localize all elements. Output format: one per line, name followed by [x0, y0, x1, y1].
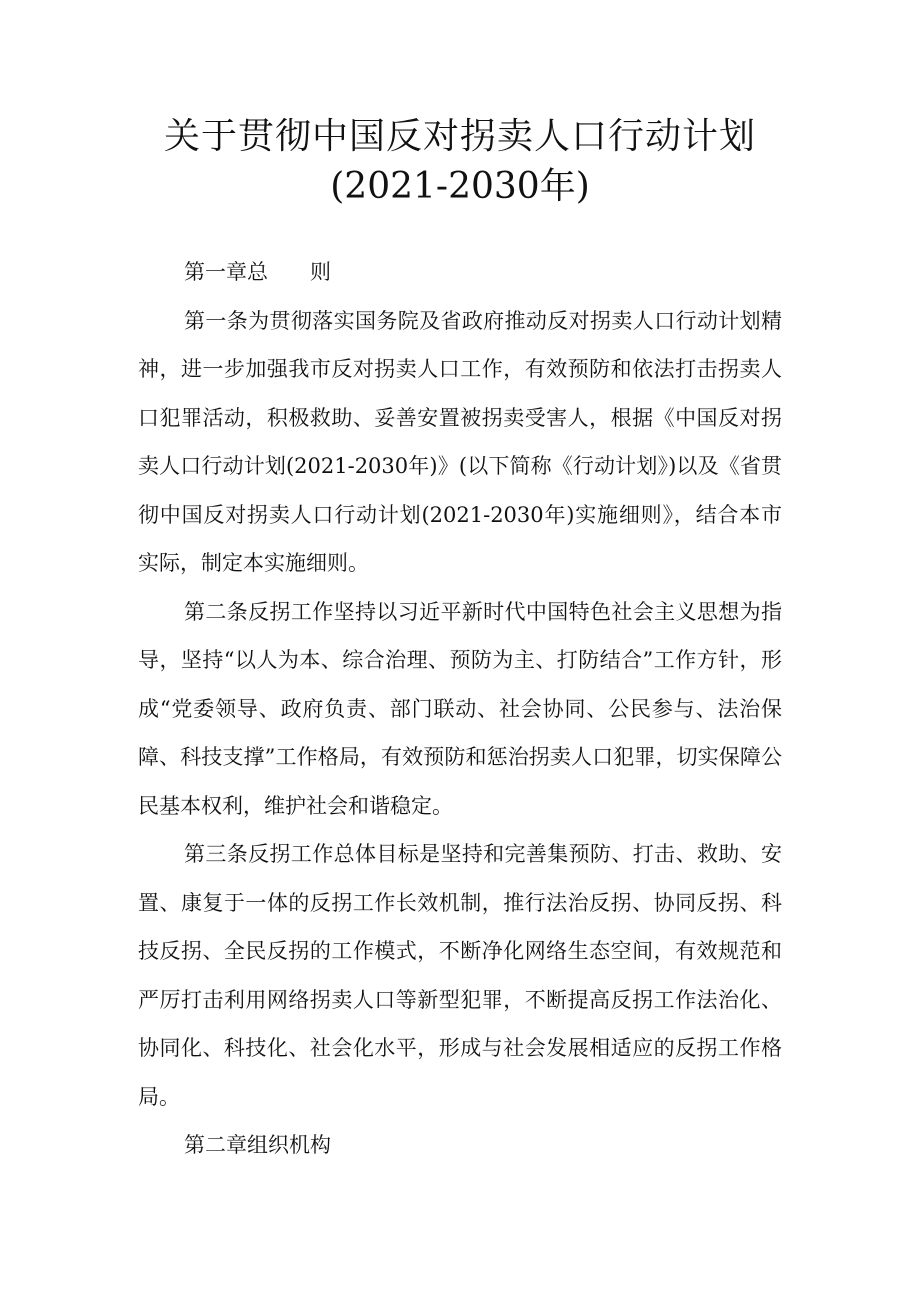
document-body [138, 248, 782, 1170]
document-title [0, 112, 920, 212]
article-1: 第一条为贯彻落实国务院及省政府推动反对拐卖人口行动计划精神，进一步加强我市反对拐卖人口工作，有效预防和依法打击拐卖人口犯罪活动，积极救助、妥善安置被拐卖受害人，根据《中国反对拐卖人口行动计划(2021-2030年)》(以下简称《行动计划》)以及《省贯彻中国反对拐卖人口行动计划(2021-2030年)实施细则》，结合本市实际，制定本实施细则。 [138, 308, 782, 575]
chapter-1-heading: 第一章总 则 [184, 260, 331, 284]
title-line-1: 关于贯彻中国反对拐卖人口行动计划 [163, 116, 756, 157]
title-line-2: (2021-2030年) [330, 166, 590, 207]
article-3: 第三条反拐工作总体目标是坚持和完善集预防、打击、救助、安置、康复于一体的反拐工作长效机制，推行法治反拐、协同反拐、科技反拐、全民反拐的工作模式，不断净化网络生态空间，有效规范和严厉打击利用网络拐卖人口等新型犯罪，不断提高反拐工作法治化、协同化、科技化、社会化水平，形成与社会发展相适应的反拐工作格局。 [138, 842, 782, 1109]
chapter-2-heading: 第二章组织机构 [184, 1133, 331, 1157]
article-2: 第二条反拐工作坚持以习近平新时代中国特色社会主义思想为指导，坚持“以人为本、综合治理、预防为主、打防结合”工作方针，形成“党委领导、政府负责、部门联动、社会协同、公民参与、法治保障、科技支撑”工作格局，有效预防和惩治拐卖人口犯罪，切实保障公民基本权利，维护社会和谐稳定。 [138, 599, 782, 818]
